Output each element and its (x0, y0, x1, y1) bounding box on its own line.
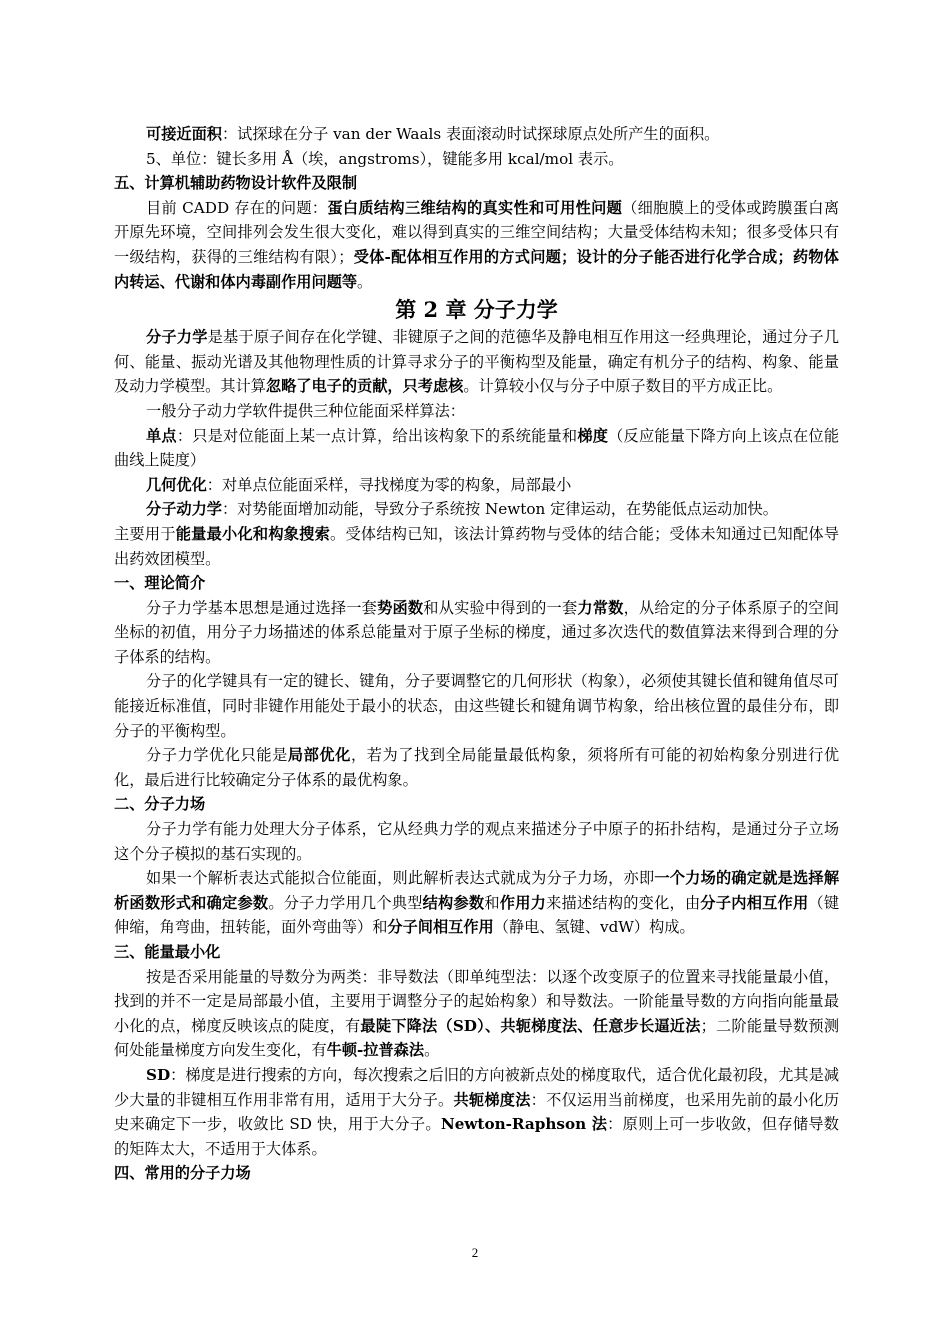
paragraph-molecular-mechanics (114, 325, 839, 399)
text: （细胞膜上的受体或跨膜蛋白离开原先环境，空间排列会发生很大变化，难以得到真实的三维空间结构；大量受体结构未知；很多受体只有一级结构，获得的三维结构有限）； (114, 198, 840, 266)
text: 如果一个解析表达式能拟合位能面，则此解析表达式就成为分子力场，亦即 (146, 869, 655, 888)
text: 来描述结构的变化，由 (546, 893, 701, 912)
bold-text: 单点 (146, 426, 177, 445)
text: （静电、氢键、vdW）构成。 (493, 918, 695, 937)
bold-text: 共轭梯度法 (453, 1090, 531, 1109)
text: 。 (357, 272, 373, 291)
term-accessible-area: 可接近面积 (146, 125, 222, 143)
text: ：只是对位能面上某一点计算，给出该构象下的系统能量和 (176, 426, 578, 445)
paragraph-sampling-intro: 一般分子动力学软件提供三种位能面采样算法： (146, 401, 465, 420)
bold-text: 忽略了电子的贡献，只考虑核 (265, 377, 464, 396)
bold-text: SD (146, 1065, 171, 1084)
bold-text: 结构参数 (422, 893, 485, 912)
text: 和 (484, 893, 500, 912)
text: ：原则上可一步收敛，但存储导数的矩阵太大，不适用于大体系。 (114, 1115, 839, 1158)
text: （反应能量下降方向上该点在位能曲线上陡度） (114, 426, 840, 470)
section-heading-4: 四、常用的分子力场 (114, 1164, 251, 1183)
bold-text: 分子动力学 (146, 500, 222, 519)
text: 按是否采用能量的导数分为两类：非导数法（即单纯型法：以逐个改变原子的位置来寻找能量最小值，找到的并不一定是局部最小值，主要用于调整分子的起始构象）和导数法。一阶能量导数的方向指向能量最小化的点，梯度反映该点的陡度，有 (114, 967, 839, 1035)
text: ：不仅运用当前梯度，也采用先前的最小化历史来确定下一步，收敛比 SD 快，用于大分子。 (114, 1090, 840, 1134)
text: ；二阶能量导数预测何处能量梯度方向发生变化，有 (114, 1016, 840, 1060)
bold-text: 受体-配体相互作用的方式问题；设计的分子能否进行化学合成；药物体内转运、代谢和体内毒副作用问题等 (114, 247, 839, 291)
text: ：对单点位能面采样，寻找梯度为零的构象，局部最小 (206, 475, 572, 494)
bold-text: 梯度 (577, 426, 609, 445)
paragraph-geometry-optimization (114, 473, 839, 498)
bold-text: 牛顿-拉普森法 (326, 1041, 425, 1060)
text: ，从给定的分子体系原子的空间坐标的初值，用分子力场描述的体系总能量对于原子坐标的梯度，通过多次迭代的数值算法来得到合理的分子体系的结构。 (114, 598, 840, 666)
bold-text: 一个力场的确定就是选择解析函数形式和确定参数 (114, 869, 840, 912)
text: 目前 CADD 存在的问题： (146, 198, 328, 217)
bold-text: 分子间相互作用 (387, 918, 494, 937)
paragraph-force-field-definition (114, 866, 839, 940)
text: ：试探球在分子 van der Waals 表面滚动时试探球原点处所产生的面积。 (221, 125, 720, 143)
paragraph-local-optimization (114, 743, 839, 792)
bold-text: 分子力学 (146, 328, 208, 347)
text: 主要用于 (114, 524, 176, 543)
text: ：对势能面增加动能，导致分子系统按 Newton 定律运动，在势能低点运动加快。 (221, 500, 778, 519)
page-number: 2 (471, 1245, 479, 1260)
bold-text: 局部优化 (287, 746, 351, 765)
paragraph-units: 5、单位：键长多用 Å（埃，angstroms），键能多用 kcal/mol 表示。 (146, 149, 624, 168)
paragraph-single-point (114, 424, 839, 473)
section-heading-5: 五、计算机辅助药物设计软件及限制 (114, 174, 357, 193)
bold-text: 能量最小化和构象搜索 (175, 524, 331, 543)
bold-text: 分子内相互作用 (700, 893, 809, 912)
text: ，若为了找到全局能量最低构象，须将所有可能的初始构象分别进行优化，最后进行比较确定分子体系的最优构象。 (114, 746, 840, 789)
paragraph-basic-idea (114, 596, 839, 670)
paragraph-molecular-dynamics (114, 497, 839, 522)
document-body (114, 122, 839, 1186)
text: 。 (424, 1041, 440, 1060)
text: 分子力学优化只能是 (146, 746, 288, 765)
bold-text: 最陡下降法（SD）、共轭梯度法、任意步长逼近法 (360, 1016, 701, 1035)
text: 是基于原子间存在化学键、非键原子之间的范德华及静电相互作用这一经典理论，通过分子几何、能量、振动光谱及其他物理性质的计算寻求分子的平衡构型及能量，确定有机分子的结构、构象、能量及动力学模型。其计算 (114, 328, 840, 396)
chapter-title: 第 2 章 分子力学 (395, 297, 558, 323)
bold-text: Newton-Raphson 法 (440, 1115, 608, 1134)
bold-text: 蛋白质结构三维结构的真实性和可用性问题 (327, 198, 623, 217)
text: （键伸缩，角弯曲，扭转能，面外弯曲等）和 (114, 893, 840, 937)
text: 分子力学基本思想是通过选择一套 (146, 598, 378, 617)
bold-text: 势函数 (377, 598, 424, 617)
bold-text: 力常数 (577, 598, 624, 617)
section-heading-3: 三、能量最小化 (114, 943, 221, 961)
paragraph-minimization-methods (114, 965, 839, 1063)
paragraph-accessible-area (114, 122, 839, 147)
text: 。分子力学用几个典型 (268, 893, 423, 912)
bold-text: 几何优化 (146, 475, 207, 494)
text: 。计算较小仅与分子中原子数目的平方成正比。 (463, 377, 783, 396)
text: 和从实验中得到的一套 (423, 598, 578, 617)
paragraph-cadd-problems (114, 196, 839, 294)
bold-text: 作用力 (499, 893, 547, 912)
text: 。受体结构已知，该法计算药物与受体的结合能；受体未知通过已知配体导出药效团模型。 (114, 524, 840, 568)
paragraph-main-uses (114, 522, 839, 571)
paragraph-bonds: 分子的化学键具有一定的键长、键角，分子要调整它的几何形状（构象），必须使其键长值和键角值尽可能接近标准值，同时非键作用能处于最小的状态，由这些键长和键角调节构象，给出核位置的最佳分布，即分子的平衡构型。 (114, 672, 839, 740)
section-heading-1: 一、理论简介 (114, 574, 206, 593)
section-heading-2: 二、分子力场 (114, 795, 206, 814)
text: ：梯度是进行搜索的方向，每次搜索之后旧的方向被新点处的梯度取代，适合优化最初段，尤其是减少大量的非键相互作用非常有用，适用于大分子。 (114, 1065, 839, 1109)
paragraph-sd-methods (114, 1063, 839, 1161)
paragraph-force-field-intro: 分子力学有能力处理大分子体系，它从经典力学的观点来描述分子中原子的拓扑结构，是通过分子立场这个分子模拟的基石实现的。 (114, 820, 839, 863)
